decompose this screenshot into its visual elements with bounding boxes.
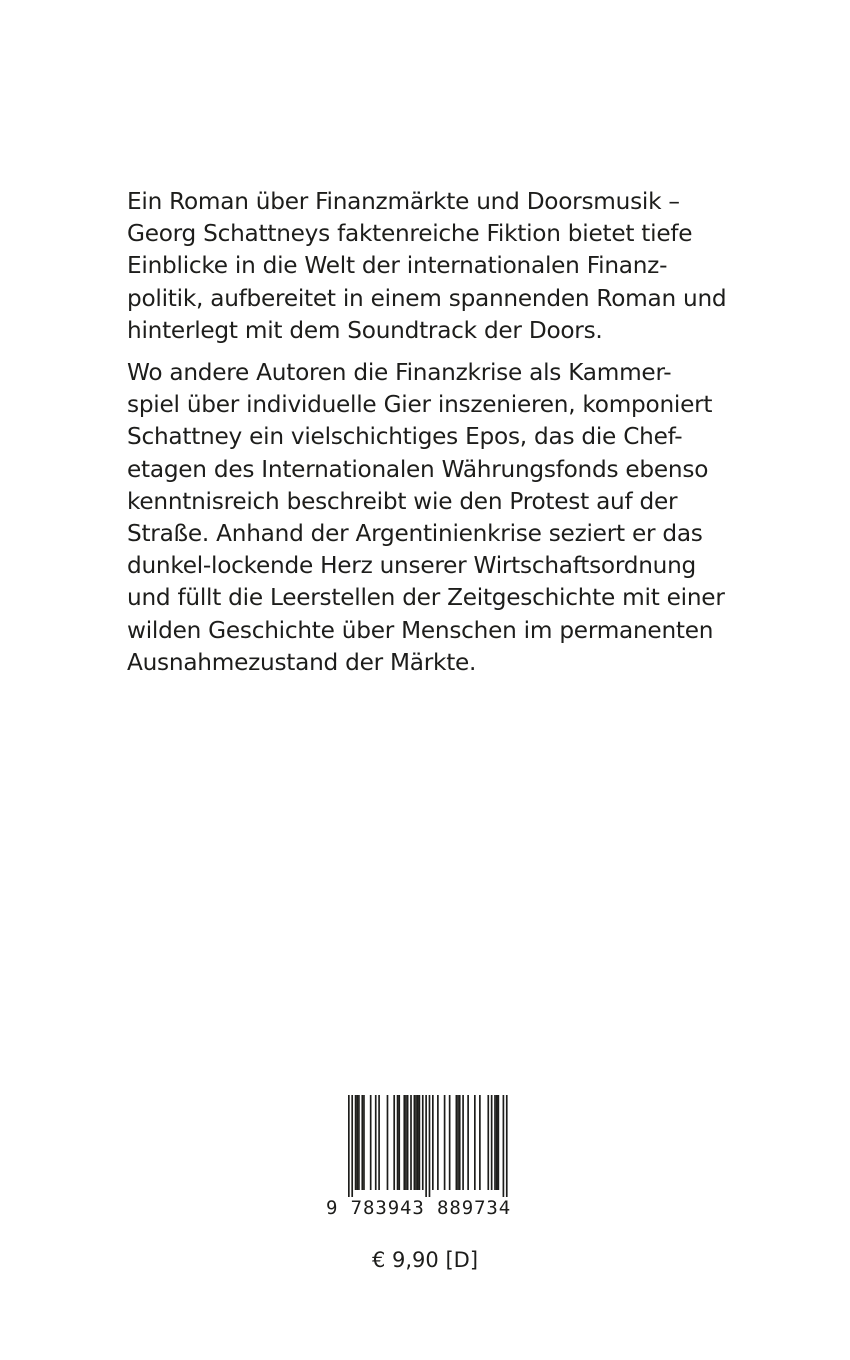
barcode-bar xyxy=(419,1095,421,1190)
barcode-bar xyxy=(425,1095,427,1197)
barcode-bar xyxy=(487,1095,489,1190)
blurb-paragraph-2 xyxy=(127,357,747,679)
back-cover-blurb xyxy=(127,186,747,679)
barcode-bar xyxy=(437,1095,439,1190)
barcode-bar xyxy=(348,1095,350,1197)
barcode-bar xyxy=(459,1095,461,1190)
barcode-bar xyxy=(456,1095,458,1190)
barcode-bar xyxy=(405,1095,407,1190)
barcode-bar xyxy=(415,1095,417,1190)
barcode-bar xyxy=(375,1095,377,1190)
barcode-bar xyxy=(358,1095,360,1190)
blurb-line: politik, aufbereitet in einem spannenden Roman und xyxy=(127,284,727,312)
barcode-bar xyxy=(397,1095,399,1190)
barcode-bar xyxy=(491,1095,493,1190)
barcode-bar xyxy=(432,1095,434,1190)
barcode-bar xyxy=(378,1095,380,1190)
barcode-bar xyxy=(496,1095,498,1190)
blurb-line: hinterlegt mit dem Soundtrack der Doors. xyxy=(127,316,603,344)
barcode-bar xyxy=(474,1095,476,1190)
barcode-bar xyxy=(351,1095,353,1197)
blurb-paragraph-1 xyxy=(127,186,747,347)
barcode-bar xyxy=(503,1095,505,1197)
barcode-bar xyxy=(457,1095,459,1190)
barcode-bar xyxy=(361,1095,363,1190)
blurb-line: dunkel-lockende Herz unserer Wirtschaftsordnung xyxy=(127,552,697,580)
blurb-line: Ausnahmezustand der Märkte. xyxy=(127,648,477,676)
barcode-bar xyxy=(356,1095,358,1190)
blurb-line: wilden Geschichte über Menschen im permanenten xyxy=(127,616,714,644)
barcode-bar xyxy=(387,1095,389,1190)
barcode-bar xyxy=(498,1095,500,1190)
barcode-bar xyxy=(422,1095,424,1190)
barcode-bar xyxy=(355,1095,357,1190)
blurb-line: kenntnisreich beschreibt wie den Protest auf der xyxy=(127,487,678,515)
blurb-line: etagen des Internationalen Währungsfonds ebenso xyxy=(127,455,709,483)
blurb-line: Schattney ein vielschichtiges Epos, das die Chef- xyxy=(127,423,683,451)
isbn-barcode xyxy=(326,1090,526,1250)
price-label: € 9,90 [D] xyxy=(371,1248,479,1272)
barcode-bar xyxy=(363,1095,365,1190)
barcode-bar xyxy=(398,1095,400,1190)
isbn-number: 9 783943 889734 xyxy=(326,1197,512,1219)
blurb-line: Straße. Anhand der Argentinienkrise seziert er das xyxy=(127,520,703,548)
barcode-bar xyxy=(479,1095,481,1190)
barcode-bar xyxy=(444,1095,446,1190)
barcode-graphic xyxy=(326,1090,526,1200)
barcode-bar xyxy=(403,1095,405,1190)
barcode-bar xyxy=(506,1095,508,1197)
blurb-line: spiel über individuelle Gier inszenieren, komponiert xyxy=(127,391,713,419)
blurb-line: und füllt die Leerstellen der Zeitgeschichte mit einer xyxy=(127,584,725,612)
barcode-bar xyxy=(410,1095,412,1190)
barcode-bar xyxy=(494,1095,496,1190)
barcode-bar xyxy=(462,1095,464,1190)
barcode-bar xyxy=(467,1095,469,1190)
barcode-bar xyxy=(449,1095,451,1190)
barcode-bar xyxy=(393,1095,395,1190)
blurb-line: Einblicke in die Welt der internationalen Finanz- xyxy=(127,252,668,280)
blurb-line: Georg Schattneys faktenreiche Fiktion bietet tiefe xyxy=(127,220,693,248)
barcode-bar xyxy=(370,1095,372,1190)
barcode-bar xyxy=(414,1095,416,1190)
barcode-bar xyxy=(429,1095,431,1197)
blurb-line: Ein Roman über Finanzmärkte und Doorsmusik – xyxy=(127,188,680,215)
blurb-line: Wo andere Autoren die Finanzkrise als Kammer- xyxy=(127,359,672,387)
barcode-bar xyxy=(417,1095,419,1190)
barcode-bar xyxy=(407,1095,409,1190)
